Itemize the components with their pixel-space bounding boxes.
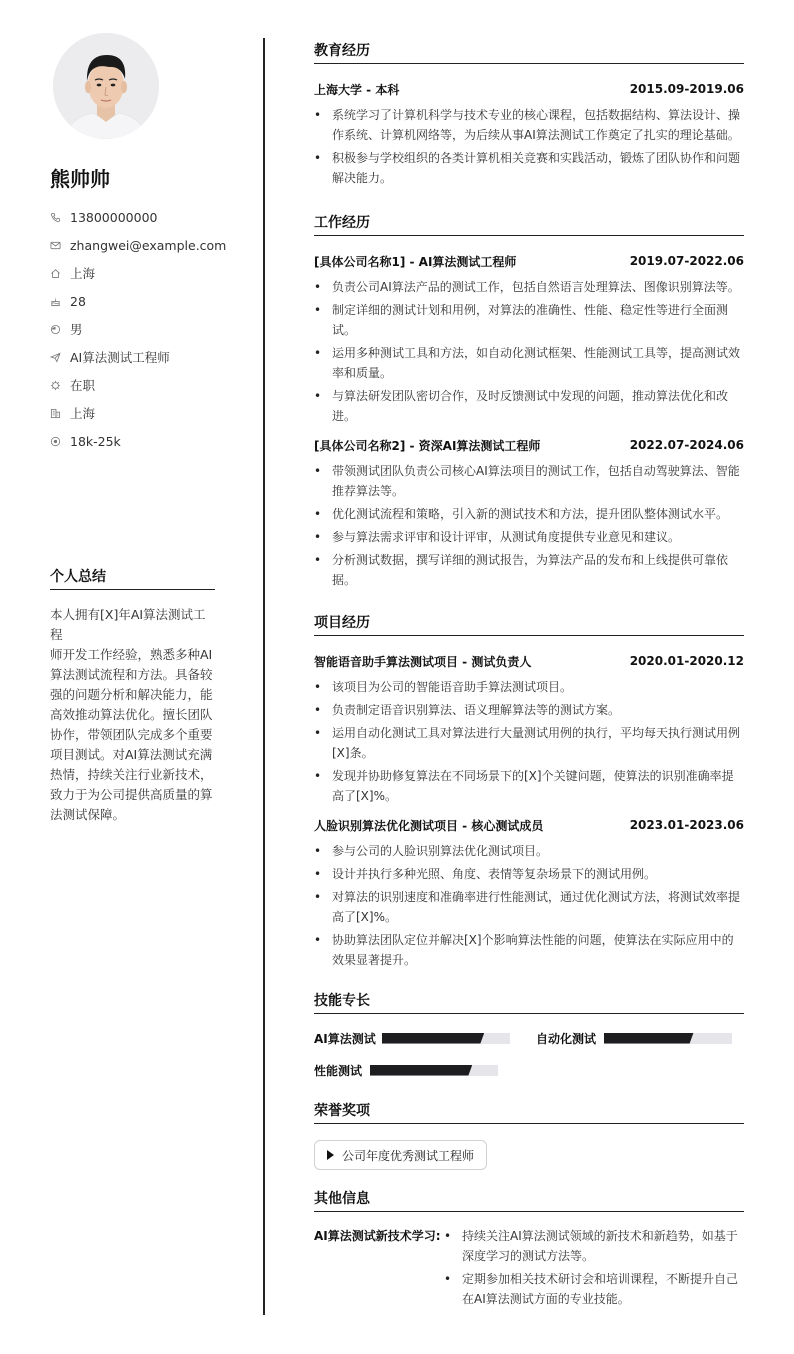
list-item: • 参与算法需求评审和设计评审，从测试角度提供专业意见和建议。: [314, 527, 744, 547]
skill-item: [314, 1062, 498, 1079]
play-icon: [327, 1150, 334, 1160]
building-icon: [50, 408, 70, 419]
other-row: [314, 1226, 744, 1312]
other-label: AI算法测试新技术学习:: [314, 1229, 441, 1243]
skill-bar-fill: [604, 1033, 694, 1044]
avatar-portrait: [53, 33, 159, 139]
entry-date: 2023.01-2023.06: [629, 818, 744, 832]
list-item: • 优化测试流程和策略，引入新的测试技术和方法，提升团队整体测试水平。: [314, 504, 744, 524]
location-text: 上海: [70, 266, 96, 281]
summary-line: 本人拥有[X]年AI算法测试工程: [50, 607, 206, 642]
avatar: [53, 33, 159, 139]
list-item: • 带领测试团队负责公司核心AI算法项目的测试工作，包括自动驾驶算法、智能推荐算法等。: [314, 461, 744, 501]
city-text: 上海: [70, 406, 96, 421]
list-item: • 分析测试数据，撰写详细的测试报告，为算法产品的发布和上线提供可靠依据。: [314, 550, 744, 590]
list-item: • 制定详细的测试计划和用例，对算法的准确性、性能、稳定性等进行全面测试。: [314, 300, 744, 340]
status-text: 在职: [70, 378, 96, 393]
summary-line: 高效推动算法优化。擅长团队: [50, 707, 213, 722]
list-item: • 定期参加相关技术研讨会和培训课程，不断提升自己在AI算法测试方面的专业技能。: [444, 1269, 744, 1309]
summary-text: [50, 605, 215, 825]
salary-icon: [50, 436, 70, 447]
list-item: • 该项目为公司的智能语音助手算法测试项目。: [314, 677, 744, 697]
skills-title: 技能专长: [314, 990, 744, 1014]
main-content: [314, 40, 744, 1312]
work-title: 工作经历: [314, 212, 744, 236]
cake-icon: [50, 296, 70, 307]
work-entry: [314, 436, 744, 590]
info-phone: [50, 203, 250, 231]
entry-name: 智能语音助手算法测试项目 - 测试负责人: [314, 654, 532, 669]
summary-line: 算法测试流程和方法。具备较: [50, 667, 213, 682]
position-text: AI算法测试工程师: [70, 350, 170, 365]
entry-name: [具体公司名称1] - AI算法测试工程师: [314, 254, 517, 269]
awards-title: 荣誉奖项: [314, 1100, 744, 1124]
bullet-list: [314, 277, 744, 426]
summary-line: 协作，带领团队完成多个重要: [50, 727, 213, 742]
summary-line: 法测试保障。: [50, 807, 126, 822]
skill-item: [536, 1030, 732, 1047]
entry-name: 上海大学 - 本科: [314, 82, 400, 97]
other-title: 其他信息: [314, 1188, 744, 1212]
info-city: [50, 399, 250, 427]
skills-row: [314, 1060, 744, 1080]
list-item: • 积极参与学校组织的各类计算机相关竞赛和实践活动，锻炼了团队协作和问题解决能力。: [314, 148, 744, 188]
list-item: • 对算法的识别速度和准确率进行性能测试，通过优化测试方法，将测试效率提高了[X]%。: [314, 887, 744, 927]
summary-line: 热情，持续关注行业新技术，: [50, 767, 213, 782]
info-location: [50, 259, 250, 287]
bullet-list: [314, 677, 744, 806]
list-item: • 负责制定语音识别算法、语义理解算法等的测试方案。: [314, 700, 744, 720]
phone-icon: [50, 212, 70, 223]
send-icon: [50, 352, 70, 363]
age-text: 28: [70, 293, 86, 309]
award-label: 公司年度优秀测试工程师: [342, 1148, 475, 1163]
awards-section: [314, 1100, 744, 1170]
entry-date: 2022.07-2024.06: [629, 438, 744, 452]
work-section: [314, 212, 744, 590]
summary-line: 项目测试。对AI算法测试充满: [50, 747, 213, 762]
education-title: 教育经历: [314, 40, 744, 64]
skill-bar: [370, 1065, 498, 1076]
bullet-list: [314, 461, 744, 590]
list-item: • 运用自动化测试工具对算法进行大量测试用例的执行，平均每天执行测试用例[X]条。: [314, 723, 744, 763]
phone-text: 13800000000: [70, 209, 158, 225]
summary-title: 个人总结: [50, 566, 215, 590]
skills-row: [314, 1028, 744, 1048]
skill-name: AI算法测试: [314, 1031, 376, 1046]
status-icon: [50, 380, 70, 391]
info-status: [50, 371, 250, 399]
work-entry: [314, 252, 744, 426]
list-item: • 负责公司AI算法产品的测试工作，包括自然语言处理算法、图像识别算法等。: [314, 277, 744, 297]
mail-icon: [50, 240, 70, 251]
skill-bar-fill: [370, 1065, 472, 1076]
list-item: • 与算法研发团队密切合作，及时反馈测试中发现的问题，推动算法优化和改进。: [314, 386, 744, 426]
entry-date: 2019.07-2022.06: [629, 254, 744, 268]
entry-date: 2015.09-2019.06: [629, 82, 744, 96]
list-item: • 发现并协助修复算法在不同场景下的[X]个关键问题，使算法的识别准确率提高了[X]%。: [314, 766, 744, 806]
gender-icon: [50, 324, 70, 335]
projects-section: [314, 612, 744, 970]
education-section: [314, 40, 744, 188]
gender-text: 男: [70, 322, 83, 337]
summary-section: [50, 566, 215, 825]
projects-title: 项目经历: [314, 612, 744, 636]
entry-date: 2020.01-2020.12: [629, 654, 744, 668]
info-gender: [50, 315, 250, 343]
other-section: [314, 1188, 744, 1312]
list-item: • 系统学习了计算机科学与技术专业的核心课程，包括数据结构、算法设计、操作系统、计算机网络等，为后续从事AI算法测试工作奠定了扎实的理论基础。: [314, 105, 744, 145]
email-text: zhangwei@example.com: [70, 237, 227, 253]
award-chip[interactable]: [314, 1140, 487, 1170]
list-item: • 设计并执行多种光照、角度、表情等复杂场景下的测试用例。: [314, 864, 744, 884]
entry-name: [具体公司名称2] - 资深AI算法测试工程师: [314, 438, 541, 453]
contact-info-list: [50, 203, 250, 455]
summary-line: 强的问题分析和解决能力，能: [50, 687, 213, 702]
skill-bar: [604, 1033, 732, 1044]
project-entry: [314, 652, 744, 806]
bullet-list: [444, 1226, 744, 1312]
summary-line: 致力于为公司提供高质量的算: [50, 787, 213, 802]
info-position: [50, 343, 250, 371]
info-age: [50, 287, 250, 315]
salary-text: 18k-25k: [70, 433, 121, 449]
skill-name: 自动化测试: [536, 1031, 597, 1046]
list-item: • 运用多种测试工具和方法，如自动化测试框架、性能测试工具等，提高测试效率和质量。: [314, 343, 744, 383]
skill-item: [314, 1030, 536, 1047]
skill-name: 性能测试: [314, 1063, 363, 1078]
list-item: • 参与公司的人脸识别算法优化测试项目。: [314, 841, 744, 861]
home-icon: [50, 268, 70, 279]
vertical-divider: [263, 38, 265, 1315]
info-salary: [50, 427, 250, 455]
education-entry: [314, 80, 744, 188]
list-item: • 持续关注AI算法测试领域的新技术和新趋势，如基于深度学习的测试方法等。: [444, 1226, 744, 1266]
project-entry: [314, 816, 744, 970]
skill-bar: [382, 1033, 510, 1044]
info-email: [50, 231, 250, 259]
skill-bar-fill: [382, 1033, 484, 1044]
bullet-list: [314, 841, 744, 970]
bullet-list: [314, 105, 744, 188]
list-item: • 协助算法团队定位并解决[X]个影响算法性能的问题，使算法在实际应用中的效果显著提升。: [314, 930, 744, 970]
profile-name: 熊帅帅: [50, 167, 110, 191]
skills-section: [314, 990, 744, 1080]
sidebar: [0, 0, 264, 1354]
summary-line: 师开发工作经验，熟悉多种AI: [50, 647, 213, 662]
entry-name: 人脸识别算法优化测试项目 - 核心测试成员: [314, 818, 544, 833]
